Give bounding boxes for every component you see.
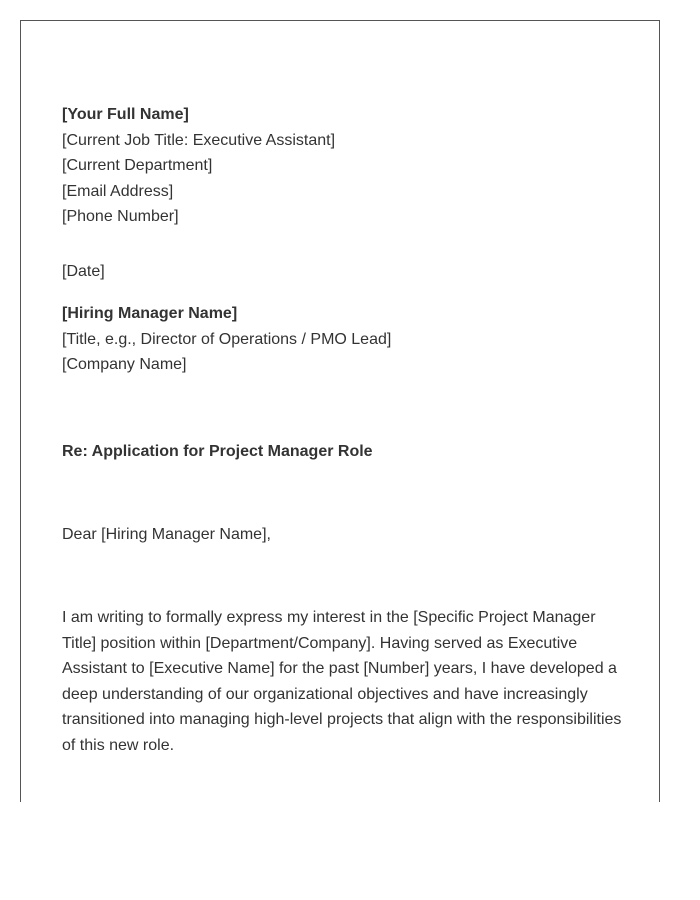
recipient-title: [Title, e.g., Director of Operations / PMO Lead]	[62, 330, 392, 348]
sender-phone: [Phone Number]	[62, 208, 179, 226]
body-paragraph: I am writing to formally express my interest in the [Specific Project Manager Title] position within [Department/Company]. Having served as Executive Assistant to [Executive Name] for the past [Number] years, I have developed a deep understanding of our organizational objectives and have increasingly transitioned into managing high-level projects that align with the responsibilities of this new role.	[62, 609, 622, 754]
letter-date: [Date]	[62, 263, 105, 280]
sender-job-title: [Current Job Title: Executive Assistant]	[62, 131, 336, 149]
recipient-block	[62, 301, 391, 378]
subject-block	[62, 439, 373, 465]
salutation-block	[62, 522, 271, 548]
sender-name: [Your Full Name]	[62, 106, 189, 123]
recipient-name: [Hiring Manager Name]	[62, 305, 238, 322]
subject-line: Re: Application for Project Manager Role	[62, 443, 373, 460]
letter-page	[20, 20, 660, 802]
sender-department: [Current Department]	[62, 157, 213, 175]
sender-email: [Email Address]	[62, 182, 174, 200]
sender-block	[62, 102, 335, 230]
letter-date-block	[62, 259, 105, 285]
recipient-company: [Company Name]	[62, 356, 187, 374]
salutation: Dear [Hiring Manager Name],	[62, 526, 271, 543]
